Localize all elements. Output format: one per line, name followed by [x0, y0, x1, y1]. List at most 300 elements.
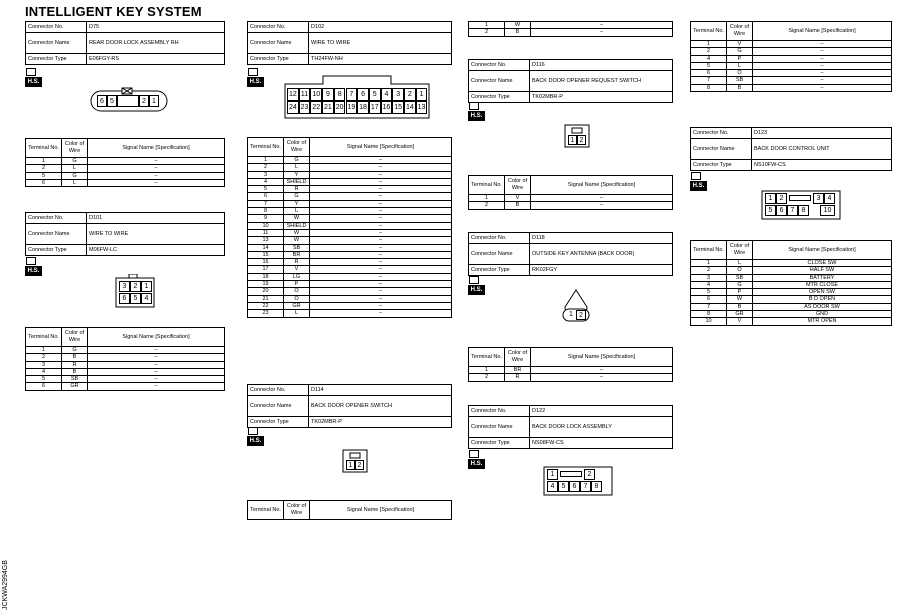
terminal-no: 1 [26, 158, 62, 165]
table-row [691, 62, 892, 69]
pin: 7 [580, 481, 591, 492]
signal-name: – [531, 374, 673, 381]
pin: 2 [776, 193, 787, 204]
signal-name: – [310, 222, 452, 229]
wire-color: Y [284, 171, 310, 178]
table-row [26, 165, 225, 172]
wire-color: O [284, 295, 310, 302]
terminal-no: 4 [691, 281, 727, 288]
table-row [469, 22, 673, 29]
terminal-no: 6 [248, 193, 284, 200]
table-row [26, 347, 225, 354]
connector-type: E06FGY-RS [87, 54, 225, 65]
signal-name: – [753, 70, 892, 77]
connector-name-label: Connector Name [248, 33, 309, 54]
terminal-no: 5 [691, 62, 727, 69]
signal-name: – [310, 215, 452, 222]
wire-color: L [727, 260, 753, 267]
terminal-no: 8 [691, 84, 727, 91]
signal-name: – [88, 354, 225, 361]
table-row [691, 296, 892, 303]
wire-color: R [284, 259, 310, 266]
connector-face-d116 [564, 124, 590, 148]
terminal-no: 6 [26, 383, 62, 390]
terminal-no: 5 [26, 376, 62, 383]
color-header: Color of Wire [62, 328, 88, 347]
connector-name: OUTSIDE KEY ANTENNA (BACK DOOR) [530, 244, 673, 265]
table-row [691, 84, 892, 91]
pin: 1 [346, 460, 355, 470]
terminal-no: 16 [248, 259, 284, 266]
wire-color: V [727, 318, 753, 325]
hs-label: H.S. [247, 436, 264, 446]
pin: 2 [139, 95, 149, 107]
table-row [248, 302, 452, 309]
wire-color: G [284, 193, 310, 200]
connector-name-label: Connector Name [469, 417, 530, 438]
table-row [26, 383, 225, 390]
signal-table-d101 [25, 327, 225, 391]
hs-label: H.S. [468, 459, 485, 469]
signal-table-none [247, 500, 452, 520]
pin-blank [117, 95, 139, 107]
table-row [691, 311, 892, 318]
signal-header: Signal Name [Specification] [753, 22, 892, 41]
wire-color: GR [62, 383, 88, 390]
pin: 6 [97, 95, 107, 107]
wire-color: W [505, 22, 531, 29]
table-row [691, 281, 892, 288]
pin: 24 [287, 101, 299, 114]
pin: 6 [776, 205, 787, 216]
connector-type: RK02FGY [530, 265, 673, 276]
terminal-no: 2 [26, 354, 62, 361]
wire-color: B [727, 84, 753, 91]
table-row [691, 303, 892, 310]
terminal-no: 19 [248, 281, 284, 288]
terminal-no: 1 [26, 347, 62, 354]
wire-color: BR [505, 367, 531, 374]
wire-color: GR [727, 311, 753, 318]
connector-type: TH24FW-NH [309, 54, 452, 65]
signal-name: – [531, 29, 673, 36]
wire-color: V [727, 41, 753, 48]
connector-info-d114 [247, 384, 452, 428]
signal-table-d75 [25, 138, 225, 187]
terminal-no: 1 [469, 22, 505, 29]
signal-name: – [310, 273, 452, 280]
terminal-no: 5 [691, 289, 727, 296]
connector-no: D101 [87, 213, 225, 224]
signal-name: – [310, 251, 452, 258]
wire-color: SB [62, 376, 88, 383]
connector-no: D114 [309, 385, 452, 396]
connector-no: D122 [530, 406, 673, 417]
harness-side-icon [247, 427, 264, 446]
wire-color: SB [284, 244, 310, 251]
wire-color: R [284, 186, 310, 193]
table-row [248, 229, 452, 236]
wire-color: SB [727, 274, 753, 281]
connector-face-d123 [761, 190, 841, 220]
terminal-no: 8 [691, 311, 727, 318]
color-header: Color of Wire [62, 139, 88, 158]
connector-type: TK02MBR-P [309, 417, 452, 428]
terminal-no: 10 [691, 318, 727, 325]
signal-name: HALF SW [753, 267, 892, 274]
connector-type: NS10FW-CS [752, 160, 892, 171]
signal-name: – [88, 347, 225, 354]
signal-table-d123 [690, 240, 892, 326]
terminal-no: 23 [248, 310, 284, 317]
connector-face-d118 [558, 289, 594, 325]
lock-tab [560, 471, 582, 477]
terminal-header: Terminal No. [248, 138, 284, 157]
terminal-header: Terminal No. [469, 176, 505, 195]
table-row [26, 361, 225, 368]
pin: 6 [357, 88, 369, 101]
signal-name: – [310, 259, 452, 266]
pin: 5 [765, 205, 776, 216]
signal-name: – [310, 295, 452, 302]
connector-type-label: Connector Type [248, 54, 309, 65]
terminal-no: 1 [691, 41, 727, 48]
connector-face-d101 [115, 274, 155, 308]
terminal-no: 13 [248, 237, 284, 244]
pin: 2 [576, 310, 586, 320]
connector-no-label: Connector No. [248, 22, 309, 33]
signal-header: Signal Name [Specification] [531, 348, 673, 367]
pin: 3 [392, 88, 404, 101]
pin: 15 [392, 101, 404, 114]
table-row [248, 273, 452, 280]
pin: 9 [322, 88, 334, 101]
signal-name: – [753, 84, 892, 91]
terminal-no: 4 [691, 55, 727, 62]
signal-name: – [753, 41, 892, 48]
wire-color: W [284, 229, 310, 236]
hs-label: H.S. [247, 77, 264, 87]
terminal-no: 17 [248, 266, 284, 273]
connector-no-label: Connector No. [469, 60, 530, 71]
wire-color: SB [727, 77, 753, 84]
terminal-no: 10 [248, 222, 284, 229]
wire-color: SHIELD [284, 222, 310, 229]
terminal-no: 3 [691, 274, 727, 281]
pin: 5 [558, 481, 569, 492]
table-row [26, 376, 225, 383]
table-row [26, 158, 225, 165]
table-row [691, 260, 892, 267]
connector-type-label: Connector Type [248, 417, 309, 428]
pin: 18 [357, 101, 369, 114]
terminal-header: Terminal No. [691, 22, 727, 41]
signal-name: – [310, 266, 452, 273]
wire-color: L [62, 179, 88, 186]
connector-no-label: Connector No. [248, 385, 309, 396]
connector-name-label: Connector Name [26, 224, 87, 245]
signal-table-d118 [468, 347, 673, 382]
harness-side-icon [468, 102, 485, 121]
hs-label: H.S. [468, 285, 485, 295]
table-row [26, 179, 225, 186]
connector-info-d118 [468, 232, 673, 276]
pin: 8 [334, 88, 346, 101]
color-header: Color of Wire [727, 241, 753, 260]
wire-color: O [284, 288, 310, 295]
signal-name: MTR CLOSE [753, 281, 892, 288]
terminal-no: 1 [691, 260, 727, 267]
signal-name: – [88, 179, 225, 186]
connector-no: D102 [309, 22, 452, 33]
wire-color: G [727, 48, 753, 55]
harness-side-icon [25, 257, 42, 276]
terminal-no: 18 [248, 273, 284, 280]
connector-no-label: Connector No. [26, 213, 87, 224]
table-row [691, 41, 892, 48]
terminal-no: 6 [691, 70, 727, 77]
connector-type-label: Connector Type [26, 245, 87, 256]
signal-name: – [88, 376, 225, 383]
table-row [248, 310, 452, 317]
pin: 17 [369, 101, 381, 114]
table-row [248, 171, 452, 178]
connector-name: REAR DOOR LOCK ASSEMBLY RH [87, 33, 225, 54]
signal-name: CLOSE SW [753, 260, 892, 267]
pin: 4 [824, 193, 835, 204]
pin: 4 [141, 293, 152, 304]
terminal-no: 2 [691, 267, 727, 274]
connector-name-label: Connector Name [469, 71, 530, 92]
signal-name: MTR OPEN [753, 318, 892, 325]
wire-color: W [284, 215, 310, 222]
terminal-no: 14 [248, 244, 284, 251]
wire-color: G [62, 172, 88, 179]
table-row [691, 274, 892, 281]
pin: 8 [798, 205, 809, 216]
signal-table-d122 [690, 21, 892, 92]
table-row [469, 367, 673, 374]
terminal-header: Terminal No. [691, 241, 727, 260]
connector-no-label: Connector No. [469, 233, 530, 244]
pin: 19 [346, 101, 358, 114]
pin: 5 [107, 95, 117, 107]
signal-name: – [753, 62, 892, 69]
terminal-no: 2 [469, 374, 505, 381]
connector-face-d75 [90, 87, 168, 113]
wire-color: R [62, 361, 88, 368]
wire-color: O [727, 70, 753, 77]
signal-name: – [88, 158, 225, 165]
connector-name: BACK DOOR OPENER REQUEST SWITCH [530, 71, 673, 92]
wire-color: L [727, 62, 753, 69]
terminal-no: 5 [248, 186, 284, 193]
table-row [248, 266, 452, 273]
signal-name: – [88, 165, 225, 172]
connector-no-label: Connector No. [691, 128, 752, 139]
terminal-no: 7 [691, 77, 727, 84]
signal-header: Signal Name [Specification] [310, 501, 452, 520]
table-row [248, 288, 452, 295]
table-row [691, 55, 892, 62]
wire-color: L [62, 165, 88, 172]
wire-color: Y [284, 200, 310, 207]
pin: 1 [416, 88, 428, 101]
terminal-no: 2 [469, 29, 505, 36]
wire-color: O [727, 267, 753, 274]
connector-info-d101 [25, 212, 225, 256]
signal-table-d114_cont [468, 21, 673, 37]
table-row [248, 208, 452, 215]
connector-no: D118 [530, 233, 673, 244]
table-row [691, 70, 892, 77]
table-row [469, 195, 673, 202]
harness-side-icon [247, 68, 264, 87]
signal-name: – [310, 310, 452, 317]
table-row [248, 157, 452, 164]
table-row [691, 267, 892, 274]
pin: 12 [287, 88, 299, 101]
terminal-no: 22 [248, 302, 284, 309]
table-row [248, 200, 452, 207]
table-row [248, 186, 452, 193]
hs-label: H.S. [468, 111, 485, 121]
signal-name: – [310, 171, 452, 178]
wire-color: B [505, 29, 531, 36]
connector-info-d75 [25, 21, 225, 65]
table-row [248, 244, 452, 251]
terminal-no: 6 [26, 179, 62, 186]
connector-no: D123 [752, 128, 892, 139]
wire-color: P [727, 55, 753, 62]
terminal-no: 3 [248, 171, 284, 178]
signal-name: – [310, 281, 452, 288]
signal-name: – [310, 288, 452, 295]
terminal-no: 2 [26, 165, 62, 172]
terminal-no: 7 [248, 200, 284, 207]
page-title: INTELLIGENT KEY SYSTEM [25, 4, 202, 19]
connector-type-label: Connector Type [469, 92, 530, 103]
signal-name: – [310, 244, 452, 251]
connector-info-d123 [690, 127, 892, 171]
table-row [248, 164, 452, 171]
table-row [248, 295, 452, 302]
pin: 1 [765, 193, 776, 204]
signal-name: – [88, 368, 225, 375]
connector-face-d102 [283, 75, 431, 119]
signal-header: Signal Name [Specification] [531, 176, 673, 195]
table-row [248, 237, 452, 244]
terminal-no: 11 [248, 229, 284, 236]
pin: 1 [568, 135, 577, 145]
connector-name-label: Connector Name [26, 33, 87, 54]
signal-name: BATTERY [753, 274, 892, 281]
table-row [248, 215, 452, 222]
terminal-no: 1 [469, 367, 505, 374]
terminal-no: 2 [469, 202, 505, 209]
table-row [248, 178, 452, 185]
connector-type: M06FW-LC [87, 245, 225, 256]
connector-face-d114 [342, 449, 368, 473]
connector-info-d122 [468, 405, 673, 449]
hs-label: H.S. [690, 181, 707, 191]
table-row [248, 251, 452, 258]
connector-type: NS08FW-CS [530, 438, 673, 449]
table-row [26, 172, 225, 179]
lock-tab [789, 195, 811, 201]
drawing-code: JCKWA2994GB [2, 560, 9, 610]
terminal-no: 15 [248, 251, 284, 258]
pin: 1 [569, 311, 573, 318]
pin: 2 [130, 281, 141, 292]
terminal-no: 1 [248, 157, 284, 164]
signal-name: – [88, 361, 225, 368]
terminal-no: 20 [248, 288, 284, 295]
connector-no-label: Connector No. [469, 406, 530, 417]
terminal-header: Terminal No. [26, 139, 62, 158]
terminal-no: 8 [248, 208, 284, 215]
wire-color: G [284, 157, 310, 164]
connector-face-d122 [543, 466, 613, 496]
signal-name: – [310, 208, 452, 215]
signal-header: Signal Name [Specification] [310, 138, 452, 157]
signal-name: – [88, 383, 225, 390]
connector-name-label: Connector Name [248, 396, 309, 417]
pin: 23 [299, 101, 311, 114]
terminal-no: 2 [248, 164, 284, 171]
connector-name-label: Connector Name [469, 244, 530, 265]
wire-color: LG [284, 273, 310, 280]
signal-name: – [310, 200, 452, 207]
signal-name: – [310, 237, 452, 244]
color-header: Color of Wire [727, 22, 753, 41]
pin: 2 [584, 469, 595, 480]
harness-side-icon [468, 276, 485, 295]
terminal-header: Terminal No. [248, 501, 284, 520]
wire-color: G [62, 158, 88, 165]
signal-name: GND [753, 311, 892, 318]
signal-name: B D OPEN [753, 296, 892, 303]
wire-color: BR [284, 251, 310, 258]
connector-name: BACK DOOR CONTROL UNIT [752, 139, 892, 160]
wire-color: G [727, 281, 753, 288]
terminal-no: 5 [26, 172, 62, 179]
connector-name: WIRE TO WIRE [87, 224, 225, 245]
signal-name: – [753, 55, 892, 62]
wire-color: P [284, 281, 310, 288]
wire-color: W [727, 296, 753, 303]
color-header: Color of Wire [505, 348, 531, 367]
signal-name: – [310, 229, 452, 236]
harness-side-icon [25, 68, 42, 87]
pin: 2 [355, 460, 364, 470]
wire-color: GR [284, 302, 310, 309]
harness-side-icon [468, 450, 485, 469]
signal-name: – [310, 186, 452, 193]
terminal-no: 1 [469, 195, 505, 202]
signal-name: – [531, 202, 673, 209]
hs-label: H.S. [25, 77, 42, 87]
signal-header: Signal Name [Specification] [88, 328, 225, 347]
table-row [691, 318, 892, 325]
terminal-no: 21 [248, 295, 284, 302]
connector-name-label: Connector Name [691, 139, 752, 160]
signal-table-d102 [247, 137, 452, 318]
pin: 8 [591, 481, 602, 492]
signal-name: – [531, 195, 673, 202]
signal-header: Signal Name [Specification] [88, 139, 225, 158]
terminal-no: 2 [691, 48, 727, 55]
